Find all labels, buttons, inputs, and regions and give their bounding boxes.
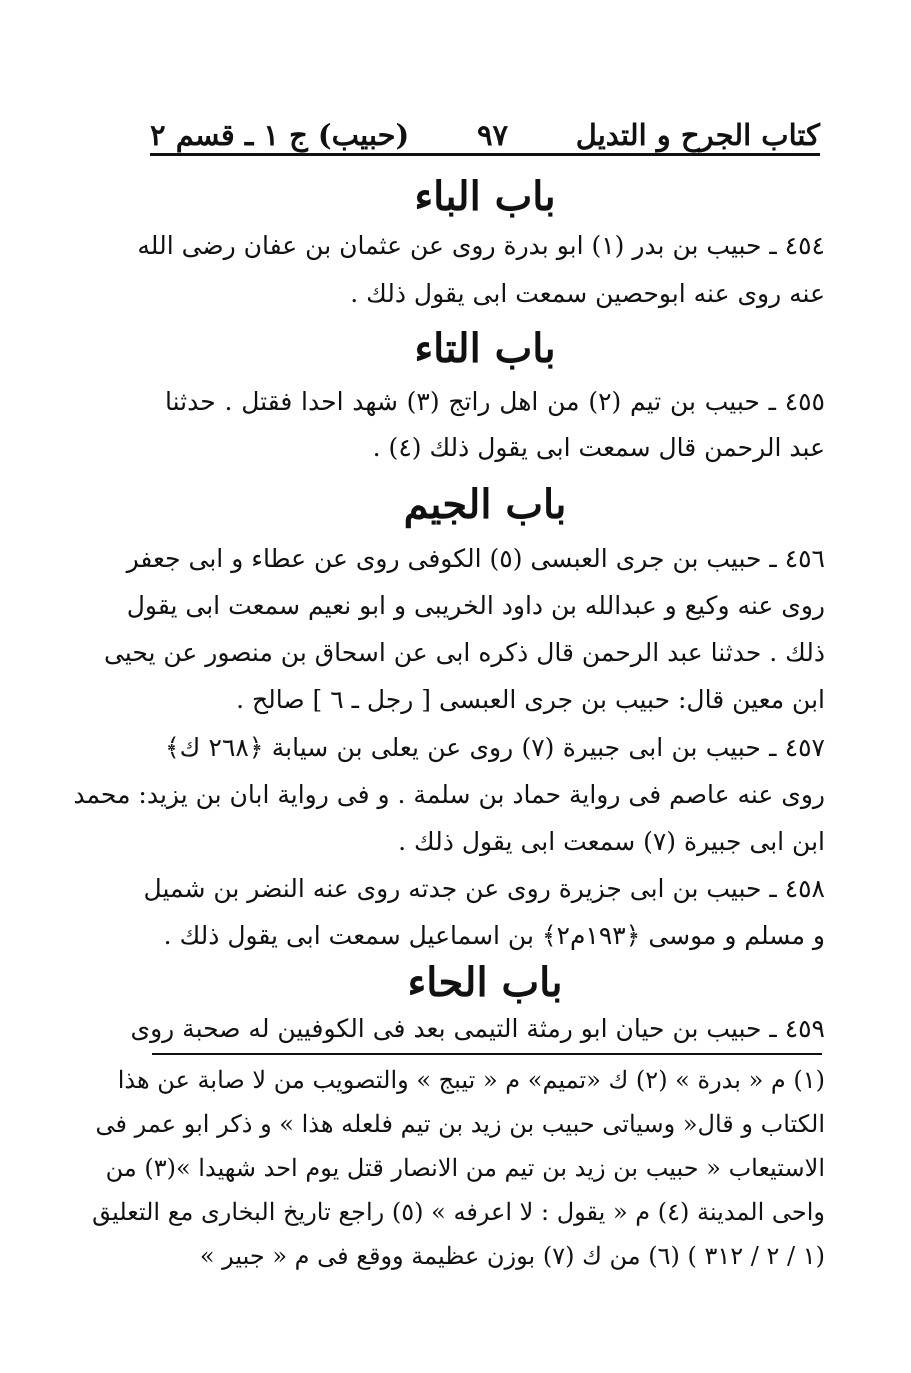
entry-457-line-1: ٤٥٧ ـ حبيب بن ابى جبيرة (٧) روى عن يعلى بن سيابة ﴿٢٦٨ ك﴾ bbox=[165, 733, 825, 762]
chapter-heading-ta: باب التاء bbox=[414, 325, 556, 372]
chapter-heading-jim: باب الجيم bbox=[403, 481, 567, 528]
chapter-heading-ha: باب الحاء bbox=[407, 959, 563, 1006]
book-title: كتاب الجرح و التديل bbox=[575, 118, 820, 152]
entry-455-line-2: عبد الرحمن قال سمعت ابى يقول ذلك (٤) . bbox=[372, 433, 825, 462]
entry-457-line-3: ابن ابى جبيرة (٧) سمعت ابى يقول ذلك . bbox=[398, 827, 825, 856]
footnote-line-2: الكتاب و قال« وسياتى حبيب بن زيد بن تيم فلعله هذا » و ذكر ابو عمر فى bbox=[95, 1110, 825, 1138]
entry-454-line-2: عنه روى عنه ابوحصين سمعت ابى يقول ذلك . bbox=[350, 279, 825, 308]
entry-457-line-2: روى عنه عاصم فى رواية حماد بن سلمة . و فى رواية ابان بن يزيد: محمد bbox=[73, 780, 825, 809]
entry-456-line-2: روى عنه وكيع و عبدالله بن داود الخريبى و ابو نعيم سمعت ابى يقول bbox=[126, 591, 825, 620]
footnote-line-1: (١) م « بدرة » (٢) ك «تميم» م « تيبج » والتصويب من لا صابة عن هذا bbox=[117, 1066, 825, 1094]
footnote-rule bbox=[152, 1053, 822, 1055]
footnote-line-5: (١ / ٢ / ٣١٢ ) (٦) من ك (٧) بوزن عظيمة ووقع فى م « جبير » bbox=[199, 1242, 825, 1270]
page-number: ٩٧ bbox=[476, 118, 509, 152]
entry-456-line-4: ابن معين قال: حبيب بن جرى العبسى [ رجل ـ ٦ ] صالح . bbox=[236, 685, 825, 714]
entry-455-line-1: ٤٥٥ ـ حبيب بن تيم (٢) من اهل راتج (٣) شهد احدا فقتل . حدثنا bbox=[165, 387, 825, 416]
entry-459-line-1: ٤٥٩ ـ حبيب بن حيان ابو رمثة التيمى بعد فى الكوفيين له صحبة روى bbox=[130, 1014, 825, 1043]
entry-458-line-2: و مسلم و موسى ﴿١٩٣م٢﴾ بن اسماعيل سمعت ابى يقول ذلك . bbox=[163, 921, 825, 950]
entry-456-line-3: ذلك . حدثنا عبد الرحمن قال ذكره ابى عن اسحاق بن منصور عن يحيى bbox=[103, 638, 825, 667]
footnote-line-4: واحى المدينة (٤) م « يقول : لا اعرفه » (٥) راجع تاريخ البخارى مع التعليق bbox=[92, 1198, 825, 1226]
entry-456-line-1: ٤٥٦ ـ حبيب بن جرى العبسى (٥) الكوفى روى عن عطاء و ابى جعفر bbox=[126, 544, 825, 573]
header-rule bbox=[150, 153, 820, 156]
section-label: (حبيب) ج ١ ـ قسم ٢ bbox=[150, 118, 410, 152]
chapter-heading-ba: باب الباء bbox=[414, 173, 556, 220]
footnote-line-3: الاستيعاب « حبيب بن زيد بن تيم من الانصار قتل يوم احد شهيدا »(٣) من bbox=[105, 1154, 825, 1182]
entry-458-line-1: ٤٥٨ ـ حبيب بن ابى جزيرة روى عن جدته روى عنه النضر بن شميل bbox=[143, 874, 825, 903]
running-header bbox=[150, 92, 820, 152]
entry-454-line-1: ٤٥٤ ـ حبيب بن بدر (١) ابو بدرة روى عن عثمان بن عفان رضى الله bbox=[137, 231, 825, 260]
